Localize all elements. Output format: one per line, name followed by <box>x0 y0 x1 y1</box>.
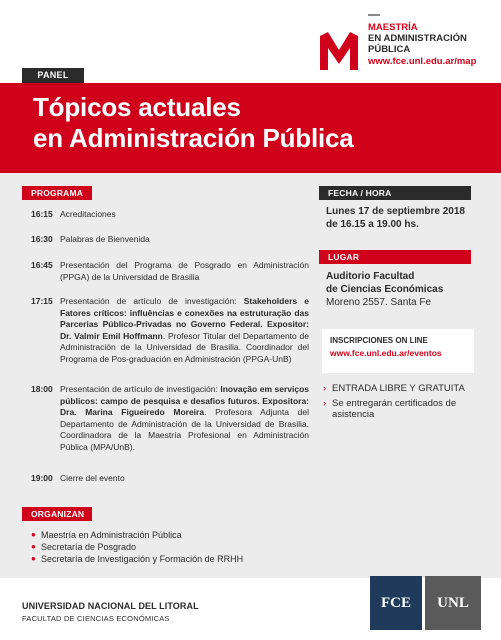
program-text <box>60 296 309 365</box>
program-text: Acreditaciones <box>60 209 116 219</box>
maestria-m-logo-icon <box>318 30 360 72</box>
unl-logo: UNL <box>425 576 481 630</box>
program-item <box>31 473 309 485</box>
fecha-hora-tag: FECHA / HORA <box>319 186 471 200</box>
inscripciones-url-link[interactable]: www.fce.unl.edu.ar/eventos <box>330 348 442 358</box>
program-time: 17:15 <box>31 296 53 306</box>
organizer-text: Maestría en Administración Pública <box>41 530 182 540</box>
program-text: Presentación del Programa de Posgrado en Administración (PPGA) de la Universidad de Brasilia <box>60 260 309 282</box>
program-time: 19:00 <box>31 473 53 483</box>
inscripciones-heading: INSCRIPCIONES ON LINE <box>330 336 428 345</box>
program-text <box>60 384 309 453</box>
program-text-c: . Profesora Adjunta del Departamento de Administración de la Universidad de Brasilia. Coordinadora de la Maestría Profesional en Administración Pública (MPA/UnB). <box>60 407 309 452</box>
program-time: 16:30 <box>31 234 53 244</box>
logo-rule <box>368 14 380 16</box>
lugar-tag: LUGAR <box>319 250 471 264</box>
fce-logo: FCE <box>370 576 422 630</box>
faculty-name: FACULTAD DE CIENCIAS ECONÓMICAS <box>22 614 170 623</box>
fecha-line-2: de 16.15 a 19.00 hs. <box>326 219 419 230</box>
bullet-icon: ● <box>31 554 36 563</box>
program-item <box>31 260 309 283</box>
organizan-list <box>31 529 243 565</box>
program-time: 18:00 <box>31 384 53 394</box>
program-text-c: . Profesor Titular del Departamento de Administración de la Universidad de Brasilia. Coordinador del Programa de Pos-graduación en Administración (PPGA-UnB) <box>60 330 309 364</box>
logo-url-link[interactable]: www.fce.unl.edu.ar/map <box>368 56 477 67</box>
lugar-text <box>326 270 443 309</box>
organizer-text: Secretaría de Posgrado <box>41 542 137 552</box>
program-time: 16:45 <box>31 260 53 270</box>
fecha-text <box>326 205 465 231</box>
list-item <box>31 553 243 565</box>
title-line-2: en Administración Pública <box>33 123 354 153</box>
bullet-icon: ● <box>31 542 36 551</box>
maestria-logo-text <box>368 22 476 67</box>
note-text: ENTRADA LIBRE Y GRATUITA <box>332 383 465 394</box>
list-item <box>31 541 243 553</box>
list-item <box>323 398 473 421</box>
chevron-right-icon: › <box>323 383 327 394</box>
programa-tag: PROGRAMA <box>22 186 92 200</box>
page-title <box>33 92 354 154</box>
logo-line-2: EN ADMINISTRACIÓN <box>368 33 467 44</box>
program-text: Palabras de Bienvenida <box>60 234 150 244</box>
inscripciones-box <box>322 329 474 373</box>
list-item <box>31 529 243 541</box>
panel-tag: PANEL <box>22 68 84 83</box>
chevron-right-icon: › <box>323 397 327 409</box>
organizan-tag: ORGANIZAN <box>22 507 92 521</box>
program-text: Cierre del evento <box>60 473 125 483</box>
lugar-line-1: Auditorio Facultad <box>326 271 415 282</box>
program-item <box>31 384 309 453</box>
program-text-a: Presentación de artículo de investigación: <box>60 384 221 394</box>
lugar-line-2: de Ciencias Económicas <box>326 284 444 295</box>
program-text-bold: Inovação em serviços públicos: campo de pesquisa e desafios futuros. Expositora: Dra. Marina Figueiredo Moreira <box>60 384 309 417</box>
lugar-line-3: Moreno 2557. Santa Fe <box>326 297 432 308</box>
program-item <box>31 234 309 246</box>
program-text-a: Presentación de artículo de investigación: <box>60 296 244 306</box>
bullet-icon: ● <box>31 530 36 539</box>
note-text: Se entregarán certificados de asistencia <box>332 397 457 420</box>
notes-list <box>323 383 473 424</box>
program-item <box>31 296 309 365</box>
logo-line-3: PÚBLICA <box>368 44 411 55</box>
list-item <box>323 383 473 395</box>
program-time: 16:15 <box>31 209 53 219</box>
program-text-bold: Stakeholders e Fatores críticos: influências e conexões na estruturação das Parcerias Público-Privadas no Governo Federal. Expositor: Dr. Valmir Emil Hoffmann <box>60 296 309 341</box>
fecha-line-1: Lunes 17 de septiembre 2018 <box>326 206 465 217</box>
title-line-1: Tópicos actuales <box>33 92 241 122</box>
organizer-text: Secretaría de Investigación y Formación de RRHH <box>41 554 244 564</box>
university-name: UNIVERSIDAD NACIONAL DEL LITORAL <box>22 601 199 611</box>
logo-line-1: MAESTRÍA <box>368 22 418 33</box>
program-item <box>31 209 309 221</box>
